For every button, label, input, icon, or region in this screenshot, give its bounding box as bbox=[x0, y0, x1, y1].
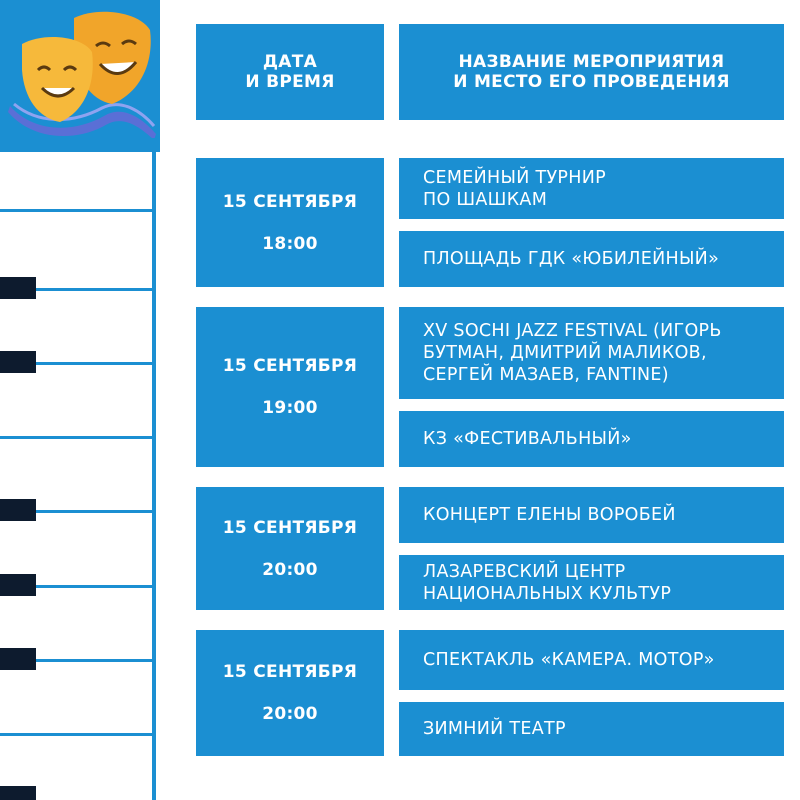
piano-key-divider bbox=[0, 733, 152, 736]
sidebar-decoration bbox=[0, 0, 160, 800]
event-time: 19:00 bbox=[262, 398, 318, 418]
event-name: СПЕКТАКЛЬ «КАМЕРА. МОТОР» bbox=[399, 630, 784, 690]
header-event-place: НАЗВАНИЕ МЕРОПРИЯТИЯ И МЕСТО ЕГО ПРОВЕДЕНИЯ bbox=[399, 24, 784, 120]
event-date-cell bbox=[196, 630, 384, 756]
header-date-time: ДАТА И ВРЕМЯ bbox=[196, 24, 384, 120]
event-place: ПЛОЩАДЬ ГДК «ЮБИЛЕЙНЫЙ» bbox=[399, 231, 784, 287]
event-date-cell bbox=[196, 307, 384, 467]
piano-black-key bbox=[0, 351, 36, 373]
piano-black-key bbox=[0, 499, 36, 521]
piano-key-divider bbox=[0, 436, 152, 439]
event-time: 18:00 bbox=[262, 233, 318, 254]
piano-frame bbox=[152, 152, 156, 800]
event-time: 20:00 bbox=[262, 704, 318, 724]
event-date-cell bbox=[196, 158, 384, 287]
piano-black-key bbox=[0, 786, 36, 800]
event-date: 15 СЕНТЯБРЯ bbox=[222, 662, 358, 682]
event-date: 15 СЕНТЯБРЯ bbox=[222, 356, 358, 376]
event-place: КЗ «ФЕСТИВАЛЬНЫЙ» bbox=[399, 411, 784, 467]
piano-black-key bbox=[0, 648, 36, 670]
piano-black-key bbox=[0, 277, 36, 299]
event-date: 15 СЕНТЯБРЯ bbox=[222, 517, 358, 538]
event-date-cell bbox=[196, 487, 384, 610]
event-time: 20:00 bbox=[262, 559, 318, 580]
event-place: ЛАЗАРЕВСКИЙ ЦЕНТР НАЦИОНАЛЬНЫХ КУЛЬТУР bbox=[399, 555, 784, 610]
piano-key-divider bbox=[0, 209, 152, 212]
event-name: СЕМЕЙНЫЙ ТУРНИР ПО ШАШКАМ bbox=[399, 158, 784, 219]
theatre-masks-icon bbox=[4, 8, 160, 138]
event-name: КОНЦЕРТ ЕЛЕНЫ ВОРОБЕЙ bbox=[399, 487, 784, 543]
event-date: 15 СЕНТЯБРЯ bbox=[222, 191, 358, 212]
event-name: XV SOCHI JAZZ FESTIVAL (ИГОРЬ БУТМАН, ДМИТРИЙ МАЛИКОВ, СЕРГЕЙ МАЗАЕВ, FANTINE) bbox=[399, 307, 784, 399]
piano-black-key bbox=[0, 574, 36, 596]
event-place: ЗИМНИЙ ТЕАТР bbox=[399, 702, 784, 756]
